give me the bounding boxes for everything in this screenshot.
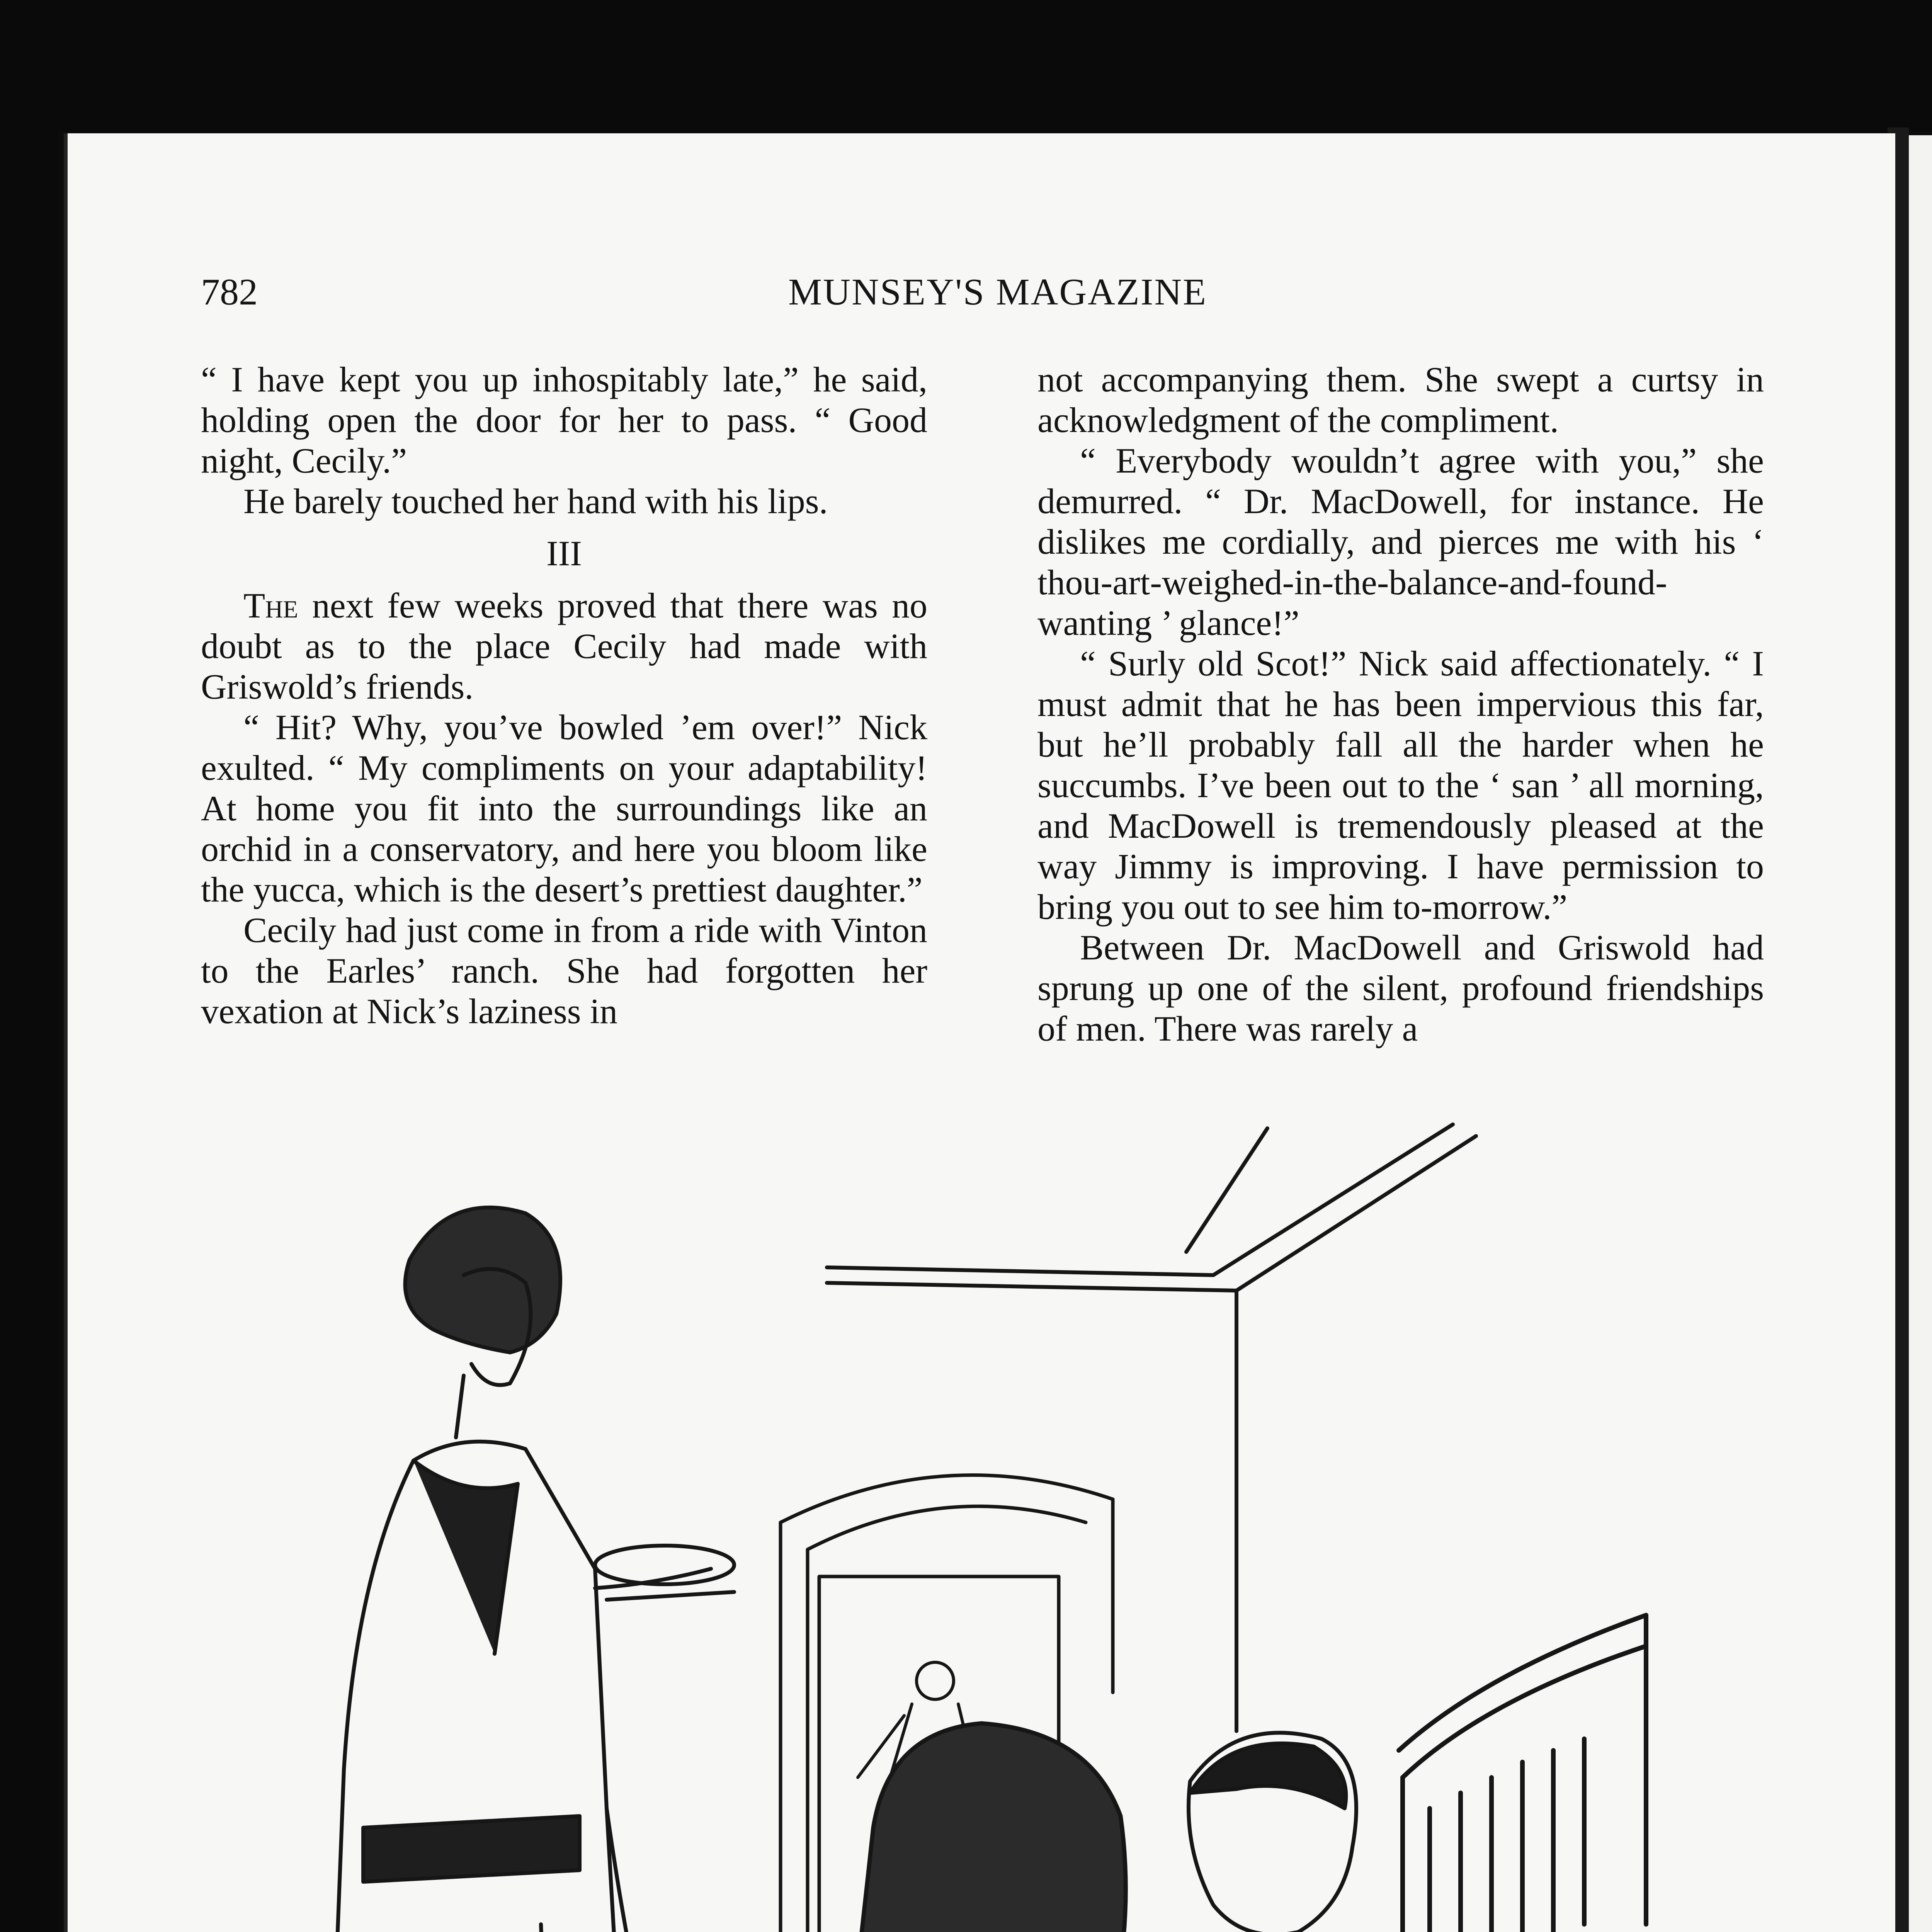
paragraph: not accompanying them. She swept a curtsy in acknowledgment of the compliment.	[1037, 360, 1764, 440]
facing-page-edge	[1909, 135, 1932, 1932]
paragraph: Between Dr. MacDowell and Griswold had sprung up one of the silent, profound friendships of men. There was rarely a	[1037, 928, 1764, 1048]
paragraph: “ Everybody wouldn’t agree with you,” she demurred. “ Dr. MacDowell, for instance. He dislikes me cordially, and pierces me with his ‘ thou-art-weighed-in-the-balance-and-found-wanting ’ glance!”	[1037, 441, 1764, 643]
paragraph: “ Surly old Scot!” Nick said affectionately. “ I must admit that he has been impervious this far, but he’ll probably fall all the harder when he succumbs. I’ve been out to the ‘ san ’ all morning, and MacDowell is tremendously pleased at the way Jimmy is improving. I have permission to bring you out to see him to-morrow.”	[1037, 644, 1764, 927]
paragraph: “ Hit? Why, you’ve bowled ’em over!” Nick exulted. “ My compliments on your adaptability! At home you fit into the surroundings like an orchid in a conservatory, and here you bloom like the yucca, which is the desert’s prettiest daughter.”	[201, 707, 927, 909]
text-column-right	[1037, 359, 1764, 1049]
lead-in: The	[243, 586, 298, 625]
bed-frame	[1399, 1615, 1646, 1932]
scan-border-top	[0, 0, 1932, 131]
paragraph-text: next few weeks proved that there was no doubt as to the place Cecily had made with Griswold’s friends.	[201, 586, 927, 706]
paragraph: Cecily had just come in from a ride with Vinton to the Earles’ ranch. She had forgotten her vexation at Nick’s laziness in	[201, 910, 927, 1031]
section-heading: III	[546, 534, 582, 573]
standing-woman	[309, 1208, 734, 1932]
paragraph: “ I have kept you up inhospitably late,” he said, holding open the door for her to pass. “ Good night, Cecily.”	[201, 360, 927, 480]
boy-in-bed	[1179, 1733, 1700, 1932]
text-column-left	[201, 359, 927, 1032]
seated-girl	[728, 1723, 1453, 1932]
running-head: MUNSEY'S MAGAZINE	[788, 271, 1208, 313]
pen-ink-illustration	[247, 1113, 1731, 1932]
paragraph: He barely touched her hand with his lips.	[243, 481, 828, 521]
paragraph	[201, 585, 927, 707]
scan-border-left	[0, 0, 58, 1932]
room-ceiling-lines	[827, 1124, 1476, 1731]
page-number: 782	[201, 271, 258, 313]
